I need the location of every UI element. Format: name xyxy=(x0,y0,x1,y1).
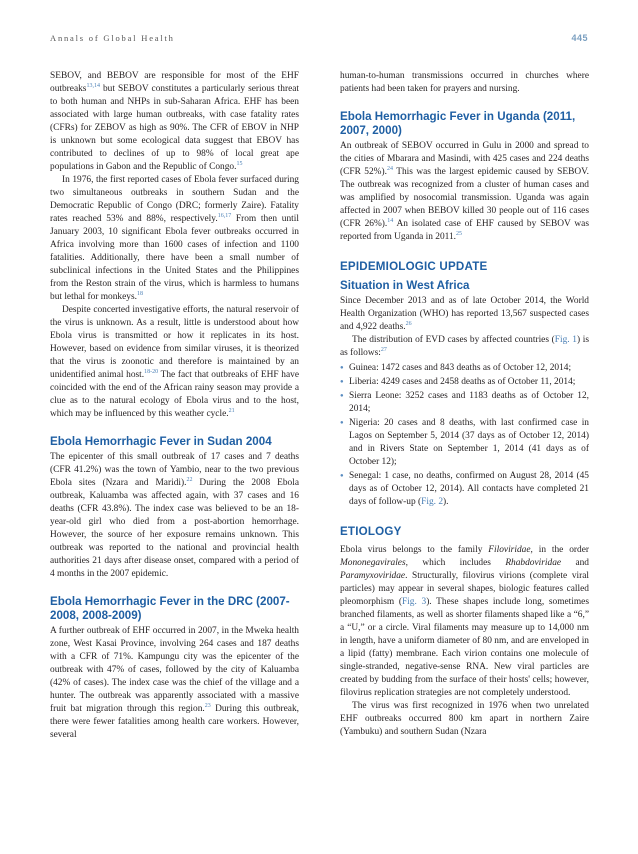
list-item: ● Nigeria: 20 cases and 8 deaths, with last confirmed case in Lagos on September 5, 2014 (37 days as of October 12, 2014) and in Rivers State on September 1, 2014 (41 days as of October 12); xyxy=(340,417,589,469)
subsection-heading-west-africa: Situation in West Africa xyxy=(340,279,470,292)
paragraph: SEBOV, and BEBOV are responsible for most of the EHF outbreaks$^{13,14}$ but SEBOV constitutes a particularly serious threat to both human and NHPs in sub-Saharan Africa. EHF has been associated with large human outbreaks, with case fatality rates (CFRs) for ZEBOV as high as 90%. The CFR of EBOV in NHP is unknown but some ecological data suggest that EBOV has contributed to declines of up to 98% of local great ape populations in Gabon and the Republic of Congo.$^{15}$ xyxy=(50,71,299,172)
paragraph: Since December 2013 and as of late October 2014, the World Health Organization (WHO) has reported 13,567 suspected cases and 4,922 deaths.$^{26}$ xyxy=(340,296,589,332)
citation[interactable]: 18 xyxy=(136,290,143,297)
left-column xyxy=(50,70,299,742)
figure-link[interactable]: Fig. 3 xyxy=(401,597,427,607)
paragraph: An outbreak of SEBOV occurred in Gulu in 2000 and spread to the cities of Mbarara and Masindi, with 425 cases and 224 deaths (CFR 52%).$^{24}$ This was the largest epidemic caused by SEBOV. The outbreak was recognized from a cluster of human cases and was amplified by nosocomial transmission. Uganda was again affected in 2007 when BEBOV killed 30 people out of 116 cases (CFR 26%).$^{14}$ An isolated case of EHF caused by SEBOV was reported from Uganda in 2011.25 xyxy=(340,141,589,242)
section-heading-epidemiologic-update: EPIDEMIOLOGIC UPDATE xyxy=(340,260,488,273)
list-item: ● Liberia: 4249 cases and 2458 deaths as of October 11, 2014; xyxy=(340,376,589,389)
journal-title: Annals of Global Health xyxy=(50,33,175,43)
citation[interactable]: 21 xyxy=(228,407,235,414)
page-number: 445 xyxy=(571,33,588,43)
list-item: ● Senegal: 1 case, no deaths, confirmed on August 28, 2014 (45 days as of October 12, 2014). All contacts have completed 21 days of follow-up (Fig. 2). xyxy=(340,470,589,509)
figure-link[interactable]: Fig. 2 xyxy=(421,497,444,507)
citation[interactable]: 22 xyxy=(186,476,193,483)
section-heading-drc: Ebola Hemorrhagic Fever in the DRC (2007-2008, 2008-2009) xyxy=(50,595,290,622)
paragraph: human-to-human transmissions occurred in churches where patients had been taken for prayers and nursing. xyxy=(340,71,589,94)
paragraph: The epicenter of this small outbreak of 17 cases and 7 deaths (CFR 41.2%) was the town of Yambio, near to the two previous Ebola sites (Nzara and Maridi).$^{22}$ During the 2008 Ebola outbreak, Kaluamba was affected again, with 37 cases and 16 deaths (CFR 43.8%). The index case was believed to be an 18-year-old girl who died from a post-abortion hemorrhage. However, the source of her exposure remains unknown. This outbreak was reported to the national and provincial health authorities 21 days after disease onset, compared with a period of 4 months in the 2007 epidemic. xyxy=(50,452,299,579)
citation[interactable]: 15 xyxy=(236,160,243,167)
section-heading-sudan: Ebola Hemorrhagic Fever in Sudan 2004 xyxy=(50,435,272,448)
citation[interactable]: 23 xyxy=(204,702,211,709)
citation[interactable]: 25 xyxy=(456,230,463,237)
citation[interactable]: 27 xyxy=(380,346,387,353)
right-column xyxy=(340,70,589,739)
citation[interactable]: 14 xyxy=(387,217,394,224)
paragraph: The distribution of EVD cases by affected countries (Fig. 1) is as follows:$^{27}$ xyxy=(340,335,589,358)
list-item: ● Sierra Leone: 3252 cases and 1183 deaths as of October 12, 2014; xyxy=(340,390,589,416)
paragraph: A further outbreak of EHF occurred in 2007, in the Mweka health zone, West Kasai Province, involving 264 cases and 187 deaths with a CFR of 71%. Kampungu city was the epicenter of the outbreak with 47% of cases, followed by the city of Kaluamba (42% of cases). The index case was the chief of the village and a hunter. The outbreak was apparently associated with a massive fruit bat migration through this region.$^{23}$ During this outbreak, there were fewer fatalities among health care workers. However, several xyxy=(50,626,299,740)
citation[interactable]: 26 xyxy=(405,320,412,327)
section-heading-uganda: Ebola Hemorrhagic Fever in Uganda (2011, 2007, 2000) xyxy=(340,110,576,137)
figure-link[interactable]: Fig. 1 xyxy=(554,335,577,345)
list-item: ● Guinea: 1472 cases and 843 deaths as of October 12, 2014; xyxy=(340,362,589,375)
paragraph: In 1976, the first reported cases of Ebola fever surfaced during two simultaneous outbreaks in southern Sudan and the Democratic Republic of Congo (DRC; formerly Zaire). Fatality rates reached 53% and 88%, respectively.$^{16,17}$ From then until January 2003, 10 significant Ebola fever outbreaks occurred in Africa involving more than 1600 cases of infection and 1100 fatalities. Additionally, there have been a small number of subclinical infections in the United States and the Philippines from the Reston strain of the virus, which is harmless to humans but lethal for monkeys.$^{18}$ xyxy=(50,175,299,302)
country-case-list xyxy=(340,362,589,509)
paragraph: Ebola virus belongs to the family Filoviridae, in the order Mononegavirales, which includes Rhabdoviridae and Paramyxoviridae. Structurally, filovirus virions (complete viral particles) may appear in several shapes, biologic features called pleomorphism (Fig. 3). These shapes include long, sometimes branched filaments, as well as shorter filaments shaped like a “6,” a “U,” or a circle. Viral filaments may measure up to 14,000 nm in length, have a uniform diameter of 80 nm, and are enveloped in a lipid (fatty) membrane. Each virion contains one molecule of single-stranded, negative-sense RNA. New viral particles are created by budding from the surface of their hosts' cells; however, filovirus replication strategies are not completely understood. xyxy=(340,545,589,698)
page-header xyxy=(50,33,588,47)
citation[interactable]: 24 xyxy=(386,165,393,172)
citation[interactable]: 13,14 xyxy=(86,82,100,89)
paragraph: Despite concerted investigative efforts, the natural reservoir of the virus is unknown. As a result, little is understood about how Ebola virus is transmitted or how it replicates in its host. However, based on evidence from similar viruses, it is theorized that the virus is zoonotic and therefore is maintained by an unidentified animal host.$^{18-20}$ The fact that outbreaks of EHF have coincided with the end of the African rainy season may provide a clue as to the natural ecology of Ebola virus and to the host, which may be influenced by this weather cycle.$^{21}$ xyxy=(50,305,299,419)
paragraph: The virus was first recognized in 1976 when two unrelated EHF outbreaks occurred 800 km apart in northern Zaire (Yambuku) and southern Sudan (Nzara xyxy=(340,701,589,737)
citation[interactable]: 18-20 xyxy=(144,368,159,375)
section-heading-etiology: ETIOLOGY xyxy=(340,525,402,538)
citation[interactable]: 16,17 xyxy=(217,212,232,219)
